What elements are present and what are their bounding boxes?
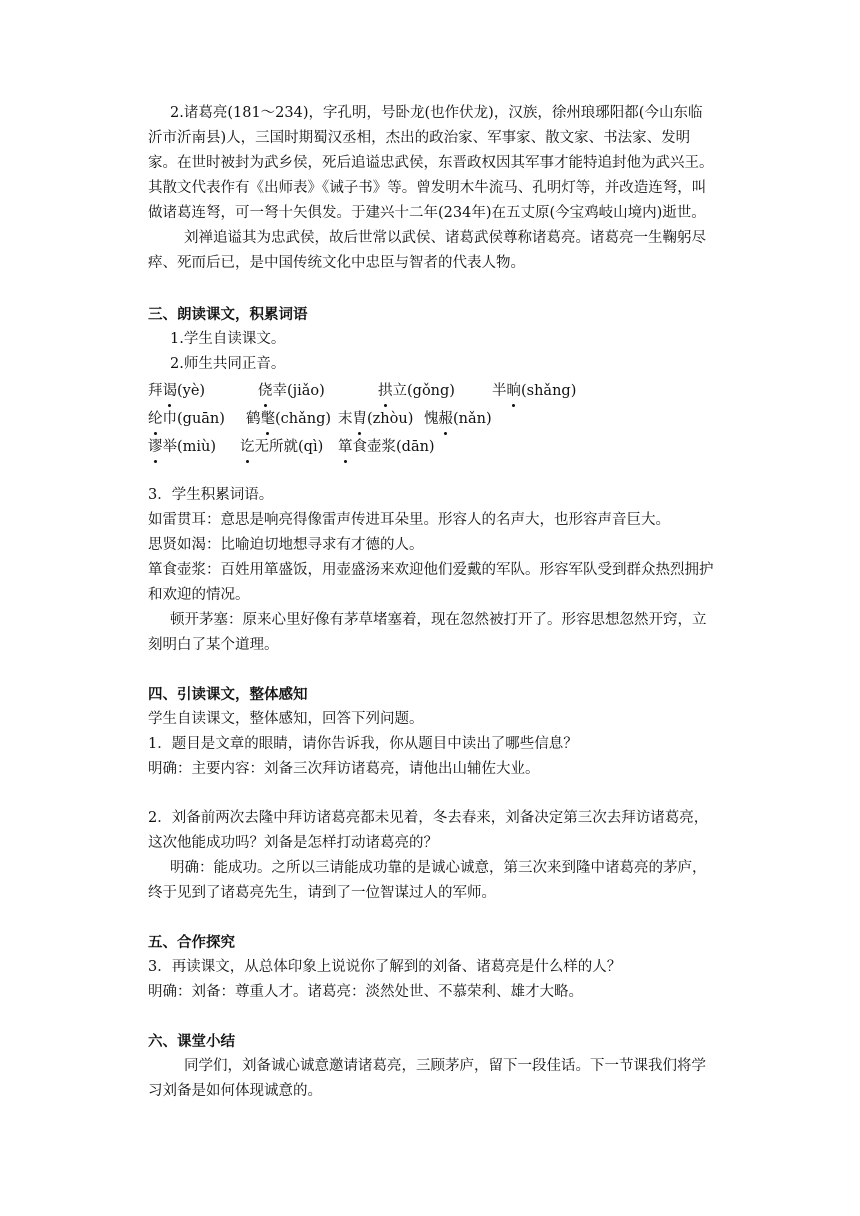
term-definition: 箪食壶浆：百姓用箪盛饭，用壶盛汤来欢迎他们爱戴的军队。形容军队受到群众热烈拥护和欢迎的情况。	[148, 562, 714, 603]
vocab-item: 侥幸(jiǎo)	[258, 379, 378, 404]
vocab-table	[148, 377, 716, 461]
step-3: 3．学生积累词语。	[148, 487, 274, 503]
vocab-item: 鹤氅(chǎng)	[246, 407, 338, 432]
vocab-item: 箪食壶浆(dān)	[338, 435, 435, 460]
vocab-row	[148, 405, 716, 433]
answer-3: 明确：刘备：尊重人才。诸葛亮：淡然处世、不慕荣利、雄才大略。	[148, 984, 583, 1000]
summary-paragraph: 同学们，刘备诚心诚意邀请诸葛亮，三顾茅庐，留下一段佳话。下一节课我们将学习刘备是如何体现诚意的。	[148, 1058, 706, 1099]
vocab-item: 拱立(gǒng)	[378, 379, 492, 404]
section-4-intro: 学生自读课文，整体感知，回答下列问题。	[148, 711, 424, 727]
question-2: 2．刘备前两次去隆中拜访诸葛亮都未见着，冬去春来，刘备决定第三次去拜访诸葛亮，这次他能成功吗？刘备是怎样打动诸葛亮的？	[148, 810, 709, 851]
term-definition: 思贤如渴：比喻迫切地想寻求有才德的人。	[148, 537, 424, 553]
vocab-row	[148, 377, 716, 405]
term-definition: 顿开茅塞：原来心里好像有茅草堵塞着，现在忽然被打开了。形容思想忽然开窍，立刻明白了某个道理。	[148, 612, 707, 653]
step-2: 2.师生共同正音。	[170, 356, 286, 372]
vocab-item: 谬举(miù)	[148, 435, 240, 460]
answer-2: 明确：能成功。之所以三请能成功靠的是诚心诚意，第三次来到隆中诸葛亮的茅庐，终于见到了诸葛亮先生，请到了一位智谋过人的军师。	[148, 860, 707, 901]
section-3-heading: 三、朗读课文，积累词语	[148, 306, 308, 323]
section-4-heading: 四、引读课文，整体感知	[148, 686, 308, 703]
bio-paragraph-2: 刘禅追谥其为忠武侯，故后世常以武侯、诸葛武侯尊称诸葛亮。诸葛亮一生鞠躬尽瘁、死而后已，是中国传统文化中忠臣与智者的代表人物。	[148, 230, 706, 271]
question-1: 1．题目是文章的眼睛，请你告诉我，你从题目中读出了哪些信息？	[148, 736, 578, 752]
bio-paragraph: 2.诸葛亮(181～234)，字孔明，号卧龙(也作伏龙)，汉族，徐州琅琊阳都(今山东临沂市沂南县)人，三国时期蜀汉丞相，杰出的政治家、军事家、散文家、书法家、发明家。在世时被封为武乡侯，死后追谥忠武侯，东晋政权因其军事才能特追封他为武兴王。其散文代表作有《出师表》《诫子书》等。曾发明木牛流马、孔明灯等，并改造连弩，叫做诸葛连弩，可一弩十矢俱发。于建兴十二年(234年)在五丈原(今宝鸡岐山境内)逝世。	[148, 105, 714, 221]
vocab-item: 半晌(shǎng)	[492, 379, 576, 404]
step-1: 1.学生自读课文。	[170, 331, 286, 347]
vocab-item: 拜谒(yè)	[148, 379, 258, 404]
vocab-row	[148, 433, 716, 461]
vocab-item: 末胄(zhòu)	[338, 407, 424, 432]
term-definition: 如雷贯耳：意思是响亮得像雷声传进耳朵里。形容人的名声大，也形容声音巨大。	[148, 512, 670, 528]
lesson-body	[148, 101, 716, 1104]
answer-1: 明确：主要内容：刘备三次拜访诸葛亮，请他出山辅佐大业。	[148, 761, 540, 777]
vocab-item: 愧赧(nǎn)	[424, 407, 492, 432]
question-3: 3．再读课文，从总体印象上说说你了解到的刘备、诸葛亮是什么样的人？	[148, 959, 622, 975]
vocab-item: 纶巾(guān)	[148, 407, 246, 432]
section-6-heading: 六、课堂小结	[148, 1033, 235, 1050]
section-5-heading: 五、合作探究	[148, 934, 235, 951]
vocab-item: 讫无所就(qì)	[240, 435, 338, 460]
